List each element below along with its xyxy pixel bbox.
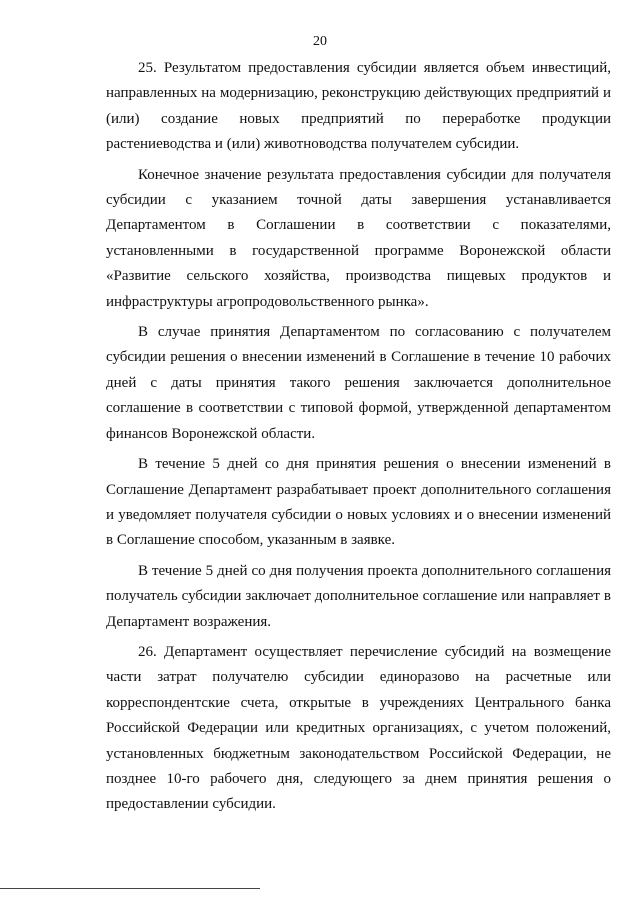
page-number: 20 <box>313 34 327 49</box>
paragraph-25-result: 25. Результатом предоставления субсидии является объем инвестиций, направленных на модернизацию, реконструкцию действующих предприятий и (или) создание новых предприятий по переработке продукции растениеводства и (или) животноводства получателем субсидии. <box>106 60 611 153</box>
bottom-divider <box>0 888 260 889</box>
paragraph-amendment-notice: В течение 5 дней со дня принятия решения о внесении изменений в Соглашение Департамент разрабатывает проект дополнительного соглашения и уведомляет получателя субсидии о новых условиях и о внесении изменений в Соглашение способом, указанным в заявке. <box>106 456 611 549</box>
paragraph-amendment-decision: В случае принятия Департаментом по согласованию с получателем субсидии решения о внесении изменений в Соглашение в течение 10 рабочих дней с даты принятия такого решения заключается дополнительное соглашение в соответствии с типовой формой, утвержденной департаментом финансов Воронежской области. <box>106 324 611 442</box>
paragraph-26-transfer: 26. Департамент осуществляет перечисление субсидий на возмещение части затрат получателю субсидии единоразово на расчетные или корреспондентские счета, открытые в учреждениях Центрального банка Российской Федерации или кредитных организациях, с учетом положений, установленных бюджетным законодательством Российской Федерации, не позднее 10-го рабочего дня, следующего за днем принятия решения о предоставлении субсидии. <box>106 643 611 813</box>
paragraph-final-value: Конечное значение результата предоставления субсидии для получателя субсидии с указанием точной даты завершения устанавливается Департаментом в Соглашении в соответствии с показателями, установленными в государственной программе Воронежской области «Развитие сельского хозяйства, производства пищевых продуктов и инфраструктуры агропродовольственного рынка». <box>106 166 611 310</box>
document-body <box>106 56 611 823</box>
paragraph-amendment-signing: В течение 5 дней со дня получения проекта дополнительного соглашения получатель субсидии заключает дополнительное соглашение или направляет в Департамент возражения. <box>106 562 611 630</box>
